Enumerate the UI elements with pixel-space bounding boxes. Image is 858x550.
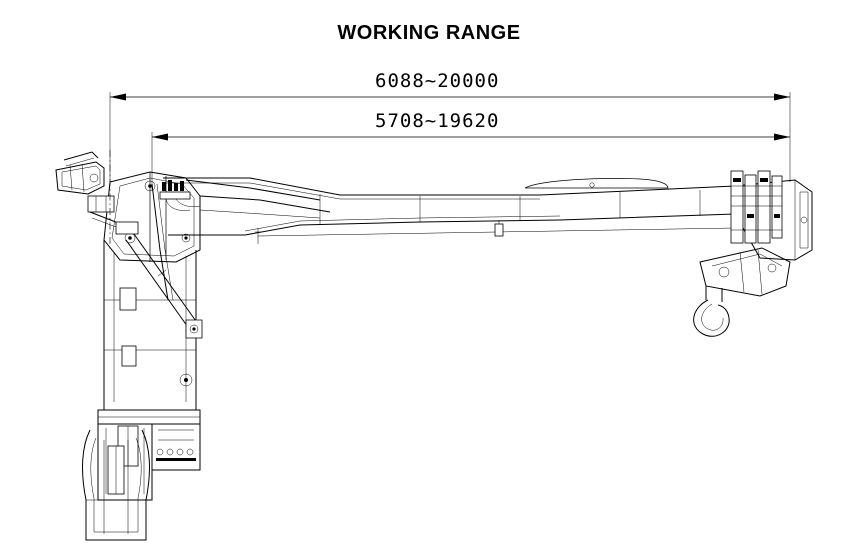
dimension-line-boom-reach <box>152 132 790 190</box>
boom-lift-cylinder <box>125 233 202 338</box>
extension-cylinder-bundle <box>731 171 782 243</box>
page-title: WORKING RANGE <box>337 22 521 44</box>
telescopic-boom <box>163 178 812 260</box>
outrigger-leg <box>83 430 150 540</box>
control-valve-bank <box>56 152 138 234</box>
dimension-label-boom-reach: 5708~19620 <box>369 110 505 132</box>
winch-rope-guide <box>255 220 735 244</box>
dimension-label-overall-reach: 6088~20000 <box>369 70 505 92</box>
slewing-column <box>104 172 200 410</box>
hook-block <box>694 248 790 336</box>
